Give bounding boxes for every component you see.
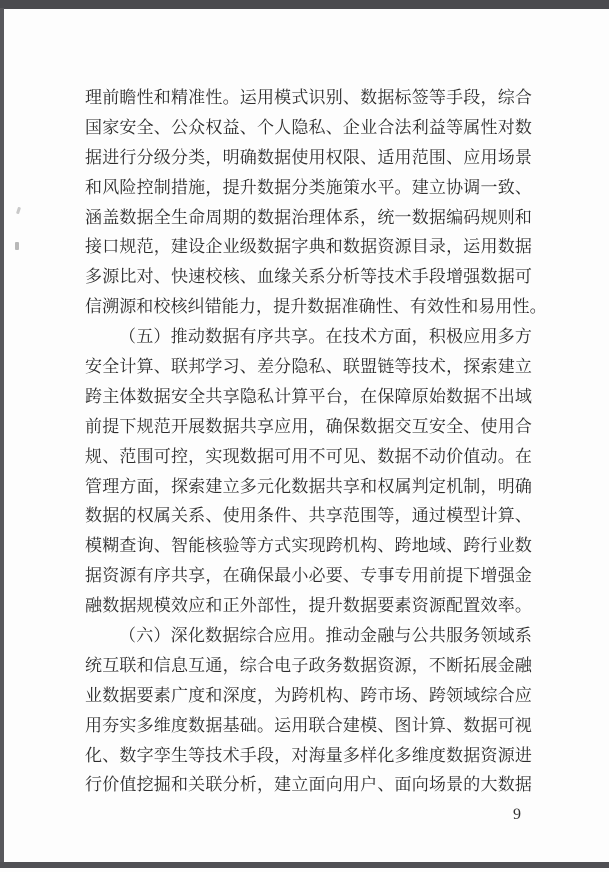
text-line-paragraph-start: （六）深化数据综合应用。推动金融与公共服务领域系	[119, 626, 532, 646]
text-line: 信溯源和校核纠错能力，提升数据准确性、有效性和易用性。	[85, 297, 547, 317]
text-line: 接口规范，建设企业级数据字典和数据资源目录，运用数据	[85, 237, 532, 257]
text-line: 化、数字孪生等技术手段，对海量多样化多维度数据资源进	[85, 745, 532, 765]
text-line: 模糊查询、智能核验等方式实现跨机构、跨地域、跨行业数	[85, 536, 532, 556]
document-text	[85, 83, 547, 800]
scan-speck	[15, 242, 19, 250]
text-line: 数据的权属关系、使用条件、共享范围等，通过模型计算、	[85, 506, 532, 526]
text-line: 跨主体数据安全共享隐私计算平台，在保障原始数据不出域	[85, 386, 532, 406]
text-line: 前提下规范开展数据共享应用，确保数据交互安全、使用合	[85, 416, 532, 436]
scan-edge-left	[0, 8, 4, 864]
text-line: 规、范围可控，实现数据可用不可见、数据不动价值动。在	[85, 446, 532, 466]
text-line: 行价值挖掘和关联分析，建立面向用户、面向场景的大数据	[85, 775, 532, 795]
text-line: 据进行分级分类，明确数据使用权限、适用范围、应用场景	[85, 147, 532, 167]
text-line: 涵盖数据全生命周期的数据治理体系，统一数据编码规则和	[85, 207, 532, 227]
text-line-paragraph-start: （五）推动数据有序共享。在技术方面，积极应用多方	[119, 327, 532, 347]
scan-edge-bottom	[0, 862, 609, 868]
text-line: 业数据要素广度和深度，为跨机构、跨市场、跨领域综合应	[85, 685, 532, 705]
text-line: 安全计算、联邦学习、差分隐私、联盟链等技术，探索建立	[85, 357, 532, 377]
text-line: 管理方面，探索建立多元化数据共享和权属判定机制，明确	[85, 476, 532, 496]
text-line: 统互联和信息互通，综合电子政务数据资源，不断拓展金融	[85, 655, 532, 675]
scan-speck	[16, 207, 21, 215]
text-line: 和风险控制措施，提升数据分类施策水平。建立协调一致、	[85, 177, 532, 197]
text-line: 理前瞻性和精准性。运用模式识别、数据标签等手段，综合	[85, 88, 532, 107]
text-line: 多源比对、快速校核、血缘关系分析等技术手段增强数据可	[85, 267, 532, 287]
page-number: 9	[513, 806, 521, 823]
text-line: 国家安全、公众权益、个人隐私、企业合法利益等属性对数	[85, 117, 532, 137]
text-line: 融数据规模效应和正外部性，提升数据要素资源配置效率。	[85, 596, 532, 616]
scan-edge-top	[0, 0, 609, 9]
text-line: 用夯实多维度数据基础。运用联合建模、图计算、数据可视	[85, 715, 532, 735]
text-line: 据资源有序共享，在确保最小必要、专事专用前提下增强金	[85, 566, 532, 586]
